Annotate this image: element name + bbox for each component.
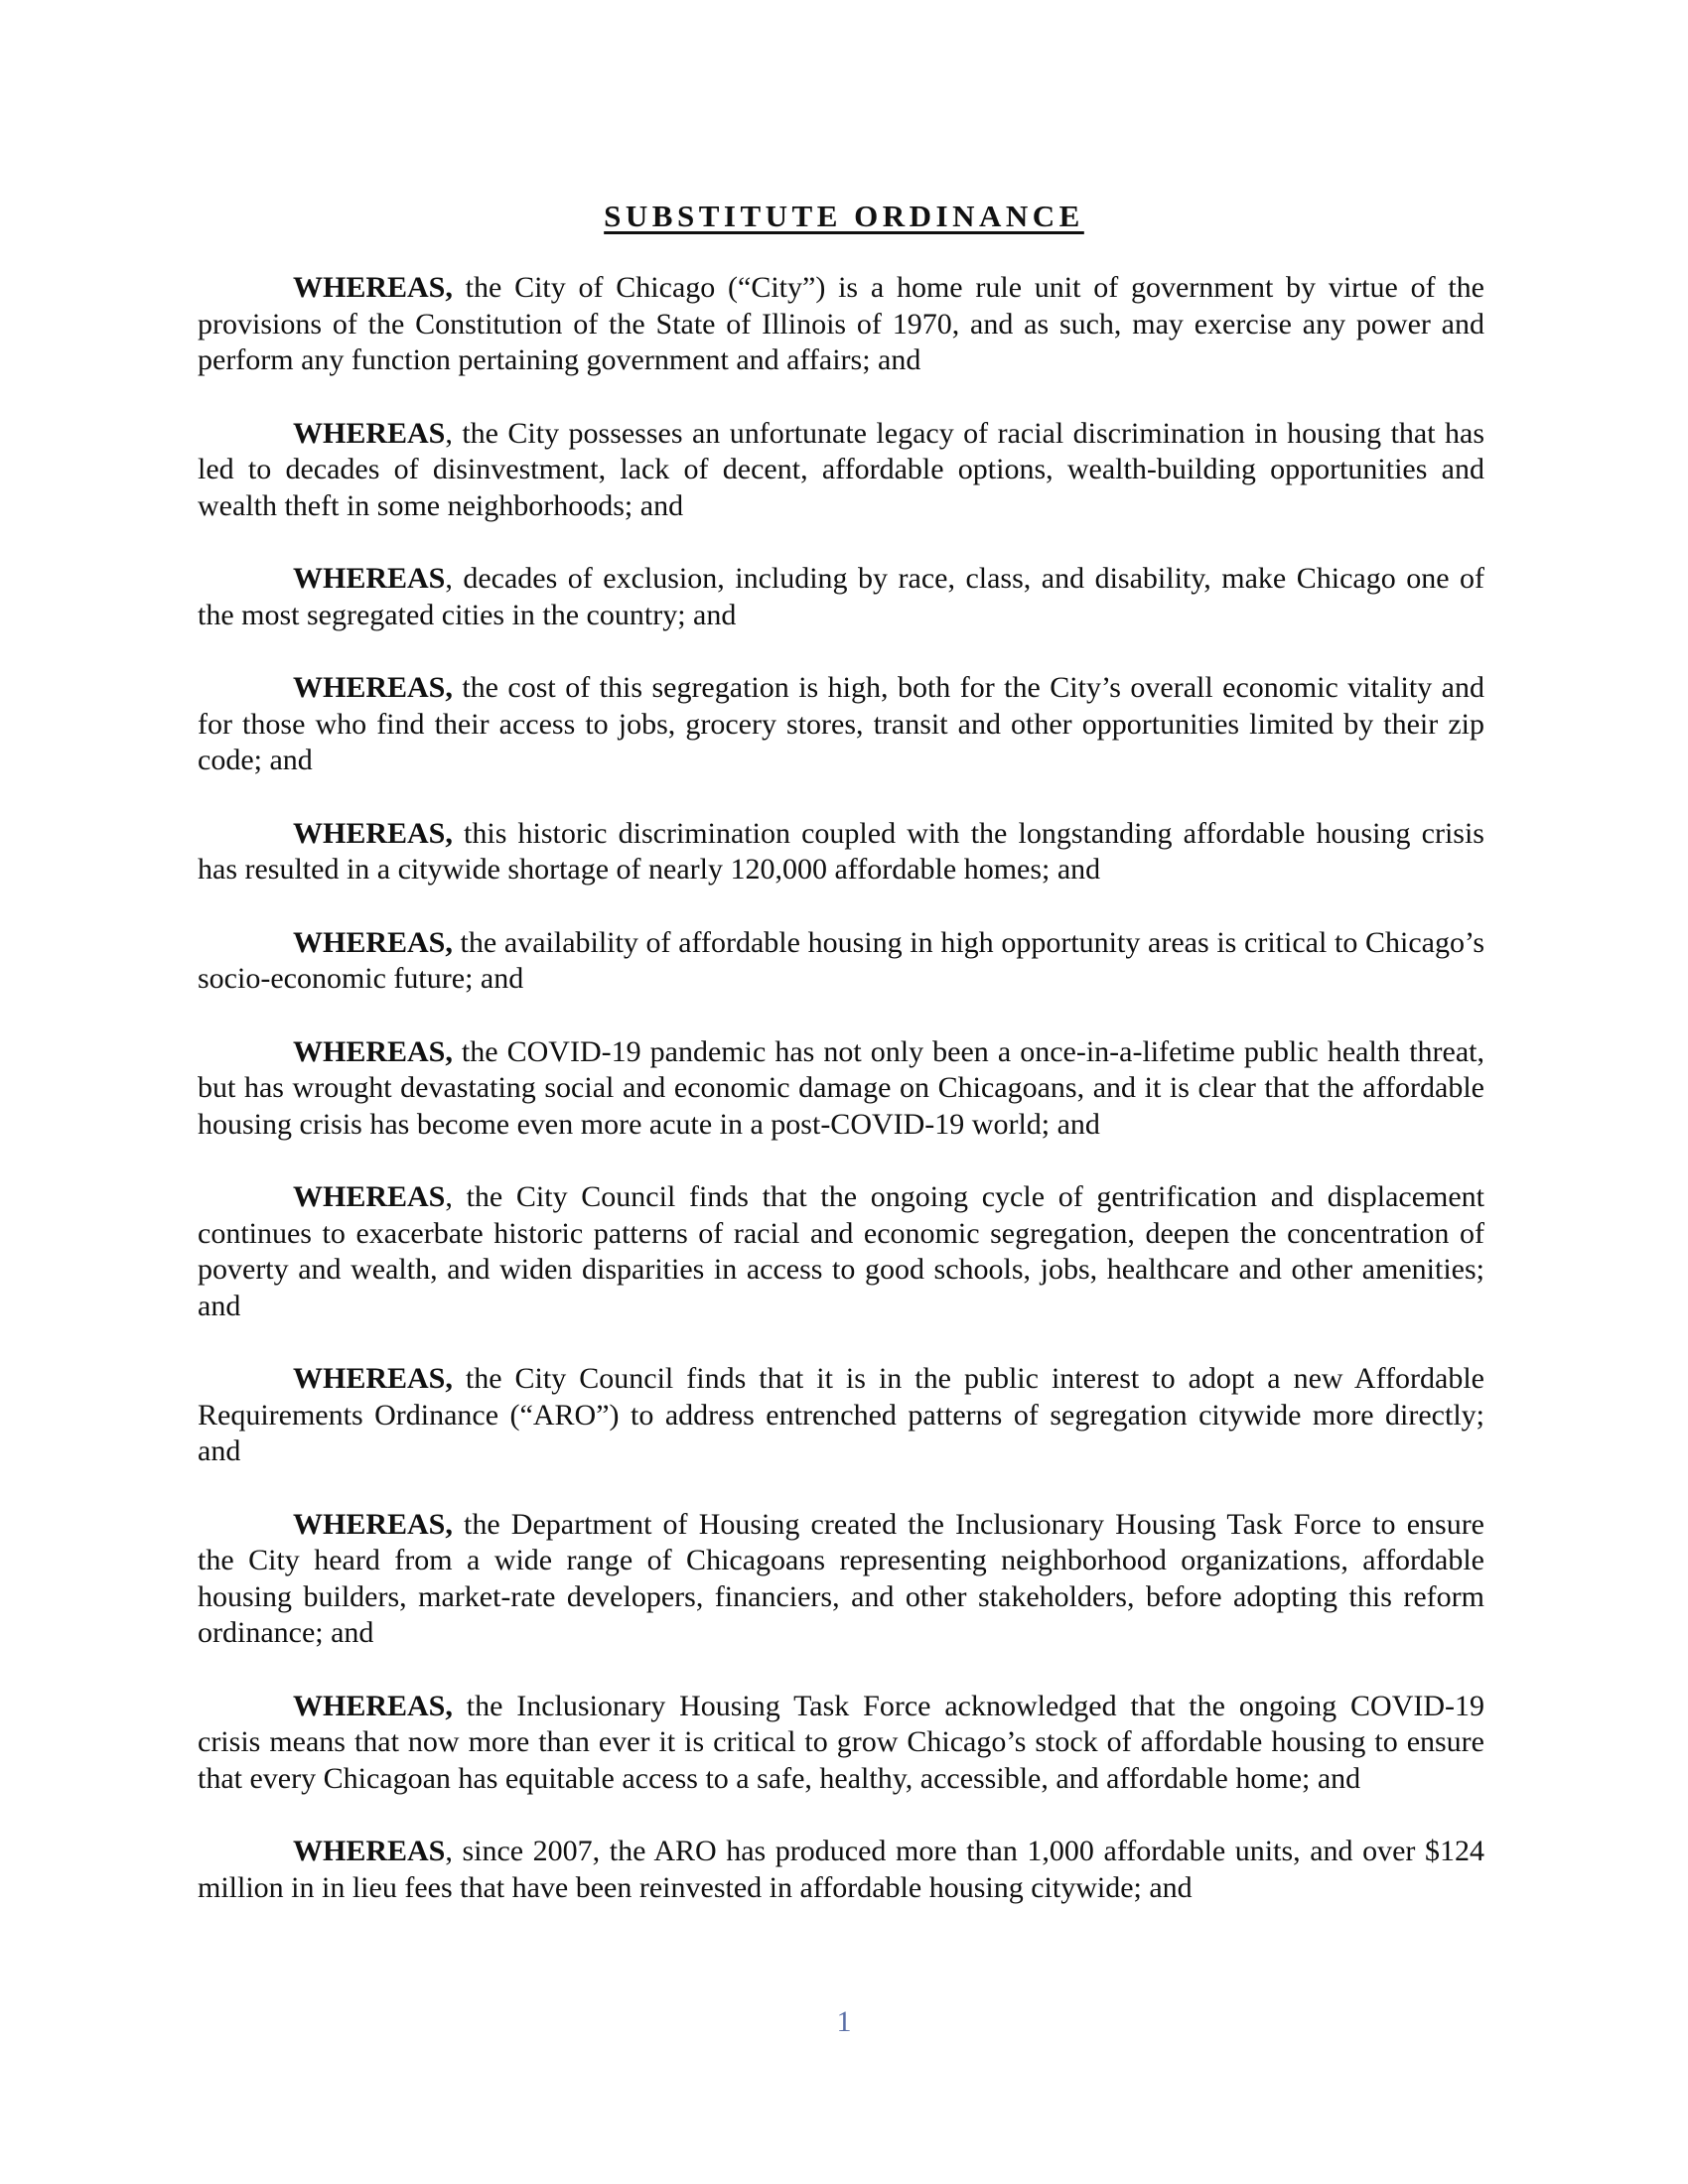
paragraph — [198, 1507, 1484, 1652]
paragraph — [198, 1179, 1484, 1324]
paragraph-text: the Department of Housing created the Inclusionary Housing Task Force to ensure the City heard from a wide range of Chicagoans representing neighborhood organizations, affordable housing builders, market-rate developers, financiers, and other stakeholders, before adopting this reform ordinance; and — [198, 1507, 1484, 1649]
document-body — [198, 270, 1484, 1943]
paragraph-lead: WHEREAS, — [293, 1034, 453, 1068]
paragraph-lead: WHEREAS, — [293, 816, 453, 850]
paragraph — [198, 1834, 1484, 1906]
paragraph-lead: WHEREAS, — [293, 671, 453, 704]
paragraph — [198, 1361, 1484, 1470]
paragraph-text: , the City Council finds that the ongoing cycle of gentrification and displacement continues to exacerbate historic patterns of racial and economic segregation, deepen the concentration of poverty and wealth, and widen disparities in access to good schools, jobs, healthcare and other amenities; and — [198, 1180, 1484, 1322]
paragraph-lead: WHEREAS, — [293, 271, 453, 304]
paragraph-lead: WHEREAS — [293, 562, 446, 595]
paragraph — [198, 925, 1484, 998]
paragraph-text: , the City possesses an unfortunate legacy of racial discrimination in housing that has led to decades of disinvestment, lack of decent, affordable options, wealth-building opportunities and wealth theft in some neighborhoods; and — [198, 416, 1484, 522]
paragraph-lead: WHEREAS — [293, 1180, 446, 1213]
paragraph — [198, 270, 1484, 379]
page-number: 1 — [836, 2005, 852, 2038]
paragraph-text: , since 2007, the ARO has produced more than 1,000 affordable units, and over $124 million in in lieu fees that have been reinvested in affordable housing citywide; and — [198, 1835, 1484, 1904]
paragraph-lead: WHEREAS, — [293, 1689, 453, 1722]
paragraph — [198, 416, 1484, 525]
paragraph — [198, 1689, 1484, 1798]
paragraph-text: the availability of affordable housing in high opportunity areas is critical to Chicago’s socio-economic future; and — [198, 925, 1484, 995]
paragraph-lead: WHEREAS — [293, 416, 446, 450]
paragraph-text: the City of Chicago (“City”) is a home rule unit of government by virtue of the provisions of the Constitution of the State of Illinois of 1970, and as such, may exercise any power and perform any function pertaining government and affairs; and — [198, 271, 1484, 376]
paragraph — [198, 1034, 1484, 1144]
paragraph-text: the cost of this segregation is high, both for the City’s overall economic vitality and for those who find their access to jobs, grocery stores, transit and other opportunities limited by their zip code; and — [198, 671, 1484, 776]
paragraph-lead: WHEREAS, — [293, 925, 453, 959]
paragraph-lead: WHEREAS — [293, 1835, 446, 1867]
paragraph-text: the City Council finds that it is in the public interest to adopt a new Affordable Requirements Ordinance (“ARO”) to address entrenched patterns of segregation citywide more directly; and — [198, 1362, 1484, 1467]
paragraph-text: this historic discrimination coupled with the longstanding affordable housing crisis has resulted in a citywide shortage of nearly 120,000 affordable homes; and — [198, 816, 1484, 886]
document-title: SUBSTITUTE ORDINANCE — [604, 199, 1084, 233]
paragraph — [198, 816, 1484, 888]
paragraph — [198, 561, 1484, 633]
paragraph-text: , decades of exclusion, including by race, class, and disability, make Chicago one of the most segregated cities in the country; and — [198, 562, 1484, 631]
paragraph-text: the COVID-19 pandemic has not only been a once-in-a-lifetime public health threat, but has wrought devastating social and economic damage on Chicagoans, and it is clear that the affordable housing crisis has become even more acute in a post-COVID-19 world; and — [198, 1034, 1484, 1141]
paragraph — [198, 670, 1484, 779]
paragraph-lead: WHEREAS, — [293, 1507, 453, 1541]
paragraph-lead: WHEREAS, — [293, 1362, 453, 1395]
paragraph-text: the Inclusionary Housing Task Force acknowledged that the ongoing COVID-19 crisis means that now more than ever it is critical to grow Chicago’s stock of affordable housing to ensure that every Chicagoan has equitable access to a safe, healthy, accessible, and affordable home; and — [198, 1689, 1484, 1795]
